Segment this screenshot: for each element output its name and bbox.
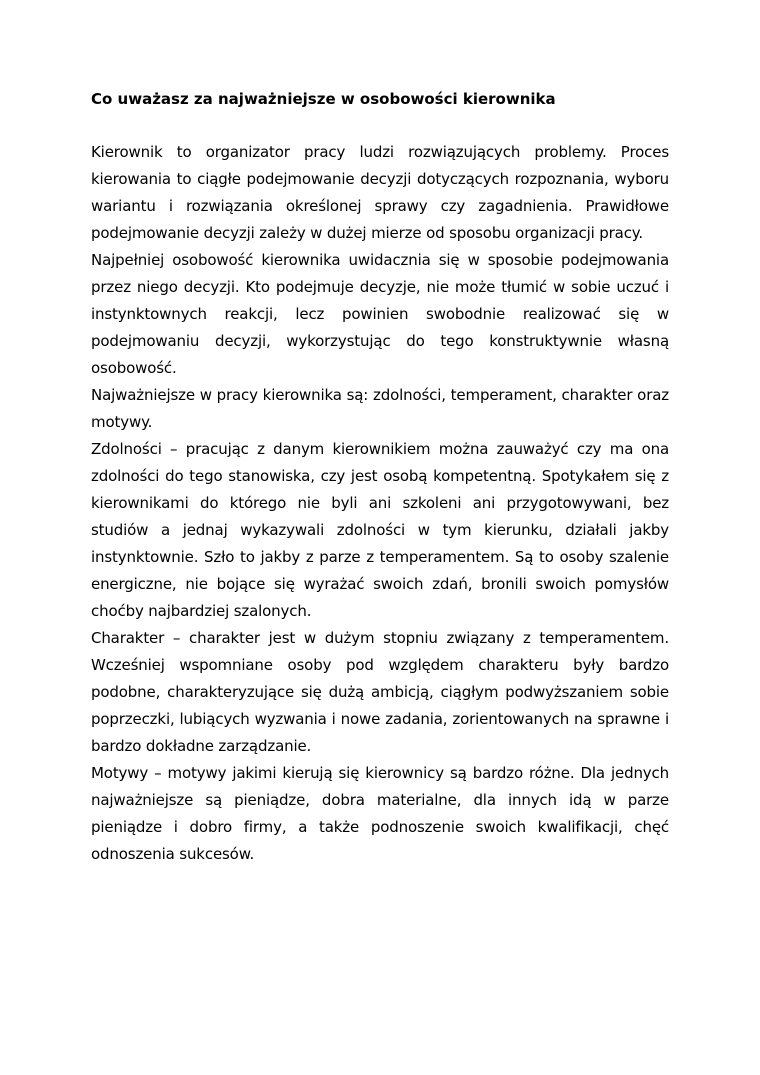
document-title: Co uważasz za najważniejsze w osobowości kierownika: [91, 90, 556, 108]
paragraph-personality: Najpełniej osobowość kierownika uwidacznia się w sposobie podejmowania przez niego decyzji. Kto podejmuje decyzje, nie może tłumić w sobie uczuć i instynktownych reakcji, lecz powinien swobodnie realizować się w podejmowaniu decyzji, wykorzystując do tego konstruktywnie własną osobowość.: [91, 251, 669, 377]
paragraph-intro: Kierownik to organizator pracy ludzi rozwiązujących problemy. Proces kierowania to ciągłe podejmowanie decyzji dotyczących rozpoznania, wyboru wariantu i rozwiązania określonej sprawy czy zagadnienia. Prawidłowe podejmowanie decyzji zależy w dużej mierze od sposobu organizacji pracy.: [91, 143, 669, 242]
document-page: [91, 88, 669, 868]
paragraph-character: Charakter – charakter jest w dużym stopniu związany z temperamentem. Wcześniej wspomniane osoby pod względem charakteru były bardzo podobne, charakteryzujące się dużą ambicją, ciągłym podwyższaniem sobie poprzeczki, lubiących wyzwania i nowe zadania, zorientowanych na sprawne i bardzo dokładne zarządzanie.: [91, 629, 669, 755]
paragraph-motives: Motywy – motywy jakimi kierują się kierownicy są bardzo różne. Dla jednych najważniejsze są pieniądze, dobra materialne, dla innych idą w parze pieniądze i dobro firmy, a także podnoszenie swoich kwalifikacji, chęć odnoszenia sukcesów.: [91, 764, 669, 863]
paragraph-key-traits: Najważniejsze w pracy kierownika są: zdolności, temperament, charakter oraz motywy.: [91, 386, 669, 431]
paragraph-abilities: Zdolności – pracując z danym kierownikiem można zauważyć czy ma ona zdolności do tego stanowiska, czy jest osobą kompetentną. Spotykałem się z kierownikami do którego nie byli ani szkoleni ani przygotowywani, bez studiów a jednaj wykazywali zdolności w tym kierunku, działali jakby instynktownie. Szło to jakby z parze z temperamentem. Są to osoby szalenie energiczne, nie bojące się wyrażać swoich zdań, bronili swoich pomysłów choćby najbardziej szalonych.: [91, 440, 669, 620]
